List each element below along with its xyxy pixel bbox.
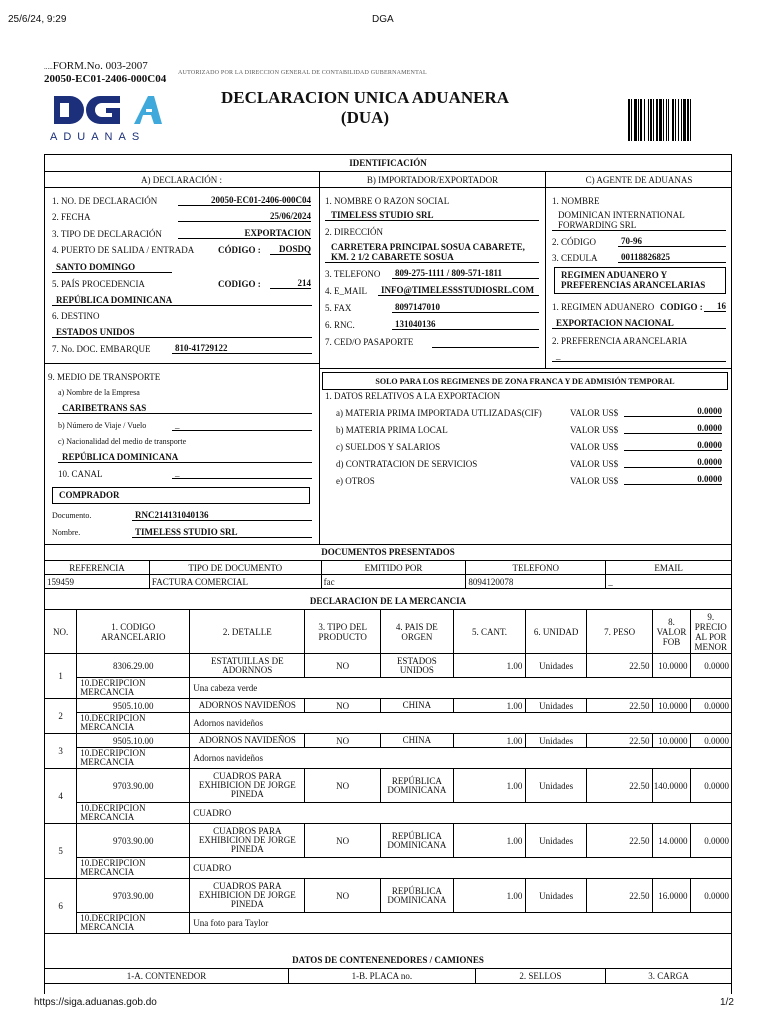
direccion-label: 2. DIRECCIÓN [325,227,383,237]
barcode-bar [672,99,674,141]
col-b-title: B) IMPORTADOR/EXPORTADOR [366,175,499,185]
barcode-bar [668,99,669,141]
mercancia-fob-cell: 14.0000 [653,824,690,858]
mercancia-desc-value: Una foto para Taylor [190,913,732,934]
puerto-codigo-value: DOSDQ [270,244,311,255]
contenedores-header-cell: 1-B. PLACA no. [289,969,476,984]
mercancia-row [45,824,732,858]
direccion-line2: KM. 2 1/2 CABARETE SOSUA [325,252,539,263]
mercancia-pais-cell: ESTADOS UNIDOS [381,654,454,678]
importador-nombre-label: 1. NOMBRE O RAZON SOCIAL [325,196,450,206]
mercancia-desc-value: CUADRO [190,858,732,879]
contenedores-header-cell: 1-A. CONTENEDOR [45,969,289,984]
cedula-pasaporte-value [432,337,539,348]
agente-codigo-value: 70-96 [618,236,726,247]
zf-valor-label: VALOR US$ [570,408,619,418]
mercancia-cant-cell: 1.00 [453,879,526,913]
documentos-header-cell: EMITIDO POR [321,561,466,575]
barcode-bar [650,99,652,141]
agente-cedula-value: 00118826825 [618,252,726,263]
fecha-value: 25/06/2024 [178,211,311,222]
mercancia-peso-cell: 22.50 [586,699,653,713]
documentos-cell: FACTURA COMERCIAL [149,575,321,589]
barcode-bar [687,99,689,141]
fax-label: 5. FAX [325,303,352,313]
barcode-bar [638,99,639,141]
fecha-label: 2. FECHA [52,212,91,222]
zf-item-value: 0.0000 [624,474,722,485]
documentos-header-row [45,561,732,575]
zona-franca-title: SOLO PARA LOS REGIMENES DE ZONA FRANCA Y DE ADMISIÓN TEMPORAL [322,372,728,390]
agente-nombre-line1: DOMINICAN INTERNATIONAL [558,210,685,220]
col-a-title: A) DECLARACIÓN : [141,175,222,185]
puerto-label: 4. PUERTO DE SALIDA / ENTRADA [52,245,195,255]
zf-item-value: 0.0000 [624,457,722,468]
barcode-bar [653,99,654,141]
mercancia-unidad-cell: Unidades [526,824,587,858]
zf-item-label: d) CONTRATACION DE SERVICIOS [336,459,478,469]
regimen-codigo-value: 16 [704,301,726,312]
mercancia-desc-row [45,913,732,934]
identificacion-title: IDENTIFICACIÓN [349,158,427,168]
mercancia-desc-label: 10.DECRIPCION MERCANCIA [77,913,190,934]
mercancia-peso-cell: 22.50 [586,769,653,803]
mercancia-cant-cell: 1.00 [453,824,526,858]
mercancia-item-no: 1 [45,654,77,699]
page-subtitle: (DUA) [340,108,390,127]
documentos-header-cell: REFERENCIA [45,561,150,575]
zf-item-value: 0.0000 [624,406,722,417]
zf-valor-label: VALOR US$ [570,425,619,435]
regimen-title-line1: REGIMEN ADUANERO Y [561,270,668,280]
mercancia-tipo-cell: NO [305,824,381,858]
mercancia-fob-cell: 16.0000 [653,879,690,913]
mercancia-desc-label: 10.DECRIPCION MERCANCIA [77,858,190,879]
viaje-value: _ [172,420,312,431]
barcode-bar [648,99,649,141]
mercancia-fob-cell: 10.0000 [653,699,690,713]
barcode-bar [663,99,664,141]
barcode-bar [678,99,679,141]
mercancia-row [45,734,732,748]
zf-item-label: e) OTROS [336,476,375,486]
authorized-text: AUTORIZADO POR LA DIRECCION GENERAL DE CONTABILIDAD GUBERNAMENTAL [178,70,427,76]
telefono-value: 809-275-1111 / 809-571-1811 [392,268,539,279]
no-decl-label: 1. NO. DE DECLARACIÓN [52,196,158,206]
mercancia-item-no: 6 [45,879,77,934]
tipo-decl-value: EXPORTACION [178,228,311,239]
canal-label: 10. CANAL [58,469,103,479]
barcode-bar [690,99,691,141]
mercancia-detalle-cell: CUADROS PARA EXHIBICION DE JORGE PINEDA [190,769,305,803]
print-datetime: 25/6/24, 9:29 [8,14,67,25]
declaration-code: 20050-EC01-2406-000C04 [44,73,167,85]
contenedores-header-cell: 3. CARGA [606,969,732,984]
mercancia-header-cell: 9. PRECIO AL POR MENOR [690,610,731,654]
mercancia-item-no: 2 [45,699,77,734]
mercancia-peso-cell: 22.50 [586,654,653,678]
barcode-bar [631,99,632,141]
logo-subtitle: ADUANAS [50,131,146,143]
barcode-bar [640,99,642,141]
barcode-bar [634,99,637,141]
barcode-bar [628,99,630,141]
puerto-value: SANTO DOMINGO [52,262,172,273]
documentos-header-cell: TELEFONO [466,561,606,575]
puerto-codigo-label: CÓDIGO : [218,245,261,255]
mercancia-precio-cell: 0.0000 [690,734,731,748]
barcode-bar [681,99,682,141]
zf-item-value: 0.0000 [624,440,722,451]
mercancia-unidad-cell: Unidades [526,654,587,678]
documento-value: RNC214131040136 [132,510,312,521]
page-title: DECLARACION UNICA ADUANERA [220,88,510,107]
mercancia-header-cell: NO. [45,610,77,654]
mercancia-item-no: 5 [45,824,77,879]
cedula-pasaporte-label: 7. CED/O PASAPORTE [325,337,414,347]
documentos-header-cell: TIPO DE DOCUMENTO [149,561,321,575]
comprador-title: COMPRADOR [52,487,310,504]
mercancia-row [45,699,732,713]
print-title: DGA [372,14,394,25]
contenedores-title: DATOS DE CONTENENEDORES / CAMIONES [292,955,484,965]
mercancia-tipo-cell: NO [305,769,381,803]
mercancia-desc-label: 10.DECRIPCION MERCANCIA [77,678,190,699]
mercancia-fob-cell: 10.0000 [653,734,690,748]
contenedores-header-cell: 2. SELLOS [475,969,605,984]
mercancia-unidad-cell: Unidades [526,769,587,803]
mercancia-tipo-cell: NO [305,699,381,713]
mercancia-item-no: 3 [45,734,77,769]
preferencia-label: 2. PREFERENCIA ARANCELARIA [552,336,688,346]
mercancia-tipo-cell: NO [305,879,381,913]
mercancia-header-cell: 1. CODIGO ARANCELARIO [77,610,190,654]
mercancia-precio-cell: 0.0000 [690,654,731,678]
mercancia-desc-label: 10.DECRIPCION MERCANCIA [77,748,190,769]
mercancia-tipo-cell: NO [305,654,381,678]
documentos-cell: 159459 [45,575,150,589]
nombre-comprador-label: Nombre. [52,528,81,537]
barcode-bar [659,99,662,141]
nacionalidad-value: REPÚBLICA DOMINICANA [58,452,312,463]
mercancia-header-cell: 5. CANT. [453,610,526,654]
direccion-line1: CARRETERA PRINCIPAL SOSUA CABARETE, [331,242,525,252]
importador-nombre-value: TIMELESS STUDIO SRL [325,210,539,221]
nacionalidad-label: c) Nacionalidad del medio de transporte [58,437,187,446]
no-decl-value: 20050-EC01-2406-000C04 [178,195,311,206]
mercancia-desc-label: 10.DECRIPCION MERCANCIA [77,713,190,734]
documentos-cell: fac [321,575,466,589]
mercancia-codigo-cell: 8306.29.00 [77,654,190,678]
mercancia-detalle-cell: CUADROS PARA EXHIBICION DE JORGE PINEDA [190,824,305,858]
canal-value: _ [172,468,312,479]
mercancia-detalle-cell: CUADROS PARA EXHIBICION DE JORGE PINEDA [190,879,305,913]
mercancia-precio-cell: 0.0000 [690,769,731,803]
mercancia-header-cell: 2. DETALLE [190,610,305,654]
barcode-bar [675,99,676,141]
mercancia-peso-cell: 22.50 [586,879,653,913]
fax-value: 8097147010 [392,302,539,313]
barcode-bar [644,99,645,141]
barcode-graphic [628,99,724,141]
rnc-value: 131040136 [392,319,539,330]
mercancia-desc-label: 10.DECRIPCION MERCANCIA [77,803,190,824]
mercancia-unidad-cell: Unidades [526,879,587,913]
doc-embarque-value: 810-41729122 [172,343,312,354]
regimen-value: EXPORTACION NACIONAL [552,318,726,329]
mercancia-desc-row [45,713,732,734]
barcode-bar [666,99,667,141]
empresa-label: a) Nombre de la Empresa [58,388,140,397]
mercancia-desc-value: Adornos navideños [190,713,732,734]
dga-logo-mark [50,94,166,126]
documentos-header-cell: EMAIL [606,561,732,575]
tipo-decl-label: 3. TIPO DE DECLARACIÓN [52,229,162,239]
mercancia-codigo-cell: 9505.10.00 [77,734,190,748]
mercancia-desc-row [45,858,732,879]
pais-value: REPÚBLICA DOMINICANA [52,295,312,306]
mercancia-header-cell: 3. TIPO DEL PRODUCTO [305,610,381,654]
mercancia-pais-cell: REPÚBLICA DOMINICANA [381,879,454,913]
barcode-bar [683,99,686,141]
mercancia-row [45,879,732,913]
mercancia-header-cell: 6. UNIDAD [526,610,587,654]
page-number: 1/2 [720,997,734,1008]
mercancia-peso-cell: 22.50 [586,734,653,748]
viaje-label: b) Número de Viaje / Vuelo [58,421,147,430]
mercancia-codigo-cell: 9505.10.00 [77,699,190,713]
agente-nombre-label: 1. NOMBRE [552,196,600,206]
mercancia-unidad-cell: Unidades [526,734,587,748]
mercancia-pais-cell: REPÚBLICA DOMINICANA [381,769,454,803]
destino-value: ESTADOS UNIDOS [52,327,312,338]
mercancia-pais-cell: CHINA [381,699,454,713]
mercancia-precio-cell: 0.0000 [690,879,731,913]
agente-nombre-line2: FORWARDING SRL [552,220,726,231]
barcode [628,99,724,146]
zf-item-label: c) SUELDOS Y SALARIOS [336,442,441,452]
documentos-table [44,560,732,589]
mercancia-desc-value: Adornos navideños [190,748,732,769]
mercancia-item-no: 4 [45,769,77,824]
page-url[interactable]: https://siga.aduanas.gob.do [34,997,157,1008]
datos-exportacion-label: 1. DATOS RELATIVOS A LA EXPORTACION [325,391,501,401]
mercancia-row [45,769,732,803]
zf-item-label: a) MATERIA PRIMA IMPORTADA UTLIZADAS(CIF) [336,408,542,418]
pais-codigo-label: CODIGO : [218,279,261,289]
mercancia-cant-cell: 1.00 [453,699,526,713]
zf-item-label: b) MATERIA PRIMA LOCAL [336,425,448,435]
email-value: INFO@TIMELESSSTUDIOSRL.COM [378,285,539,296]
mercancia-codigo-cell: 9703.90.00 [77,879,190,913]
zf-item-value: 0.0000 [624,423,722,434]
regimen-codigo-label: CODIGO : [660,302,703,312]
mercancia-precio-cell: 0.0000 [690,699,731,713]
mercancia-row [45,654,732,678]
mercancia-desc-row [45,803,732,824]
mercancia-codigo-cell: 9703.90.00 [77,824,190,858]
nombre-comprador-value: TIMELESS STUDIO SRL [132,527,312,538]
col-c-title: C) AGENTE DE ADUANAS [585,175,693,185]
mercancia-header-cell: 8. VALOR FOB [653,610,690,654]
destino-label: 6. DESTINO [52,311,100,321]
pais-label: 5. PAÍS PROCEDENCIA [52,279,145,289]
mercancia-title: DECLARACION DE LA MERCANCIA [309,596,467,606]
documentos-cell: 8094120078 [466,575,606,589]
rnc-label: 6. RNC. [325,320,355,330]
documentos-data-row [45,575,732,589]
regimen-label: 1. REGIMEN ADUANERO [552,302,655,312]
barcode-bar [656,99,658,141]
contenedores-header-row [45,969,732,984]
regimen-title-line2: PREFERENCIAS ARANCELARIAS [561,280,706,290]
mercancia-unidad-cell: Unidades [526,699,587,713]
telefono-label: 3. TELEFONO [325,269,381,279]
form-number: .....FORM.No. 003-2007 [44,60,148,72]
mercancia-cant-cell: 1.00 [453,734,526,748]
mercancia-desc-value: Una cabeza verde [190,678,732,699]
doc-embarque-label: 7. No. DOC. EMBARQUE [52,344,151,354]
documentos-cell: _ [606,575,732,589]
agente-codigo-label: 2. CÓDIGO [552,237,596,247]
pais-codigo-value: 214 [270,278,311,289]
mercancia-tipo-cell: NO [305,734,381,748]
mercancia-desc-row [45,678,732,699]
mercancia-detalle-cell: ESTATUILLAS DE ADORNNOS [190,654,305,678]
mercancia-header-cell: 4. PAIS DE ORGEN [381,610,454,654]
preferencia-value: _ [552,351,726,362]
documentos-title: DOCUMENTOS PRESENTADOS [321,547,455,557]
contenedores-table [44,968,732,984]
documento-label: Documento. [52,511,92,520]
mercancia-peso-cell: 22.50 [586,824,653,858]
mercancia-detalle-cell: ADORNOS NAVIDEÑOS [190,734,305,748]
zf-valor-label: VALOR US$ [570,476,619,486]
mercancia-desc-value: CUADRO [190,803,732,824]
mercancia-pais-cell: REPÚBLICA DOMINICANA [381,824,454,858]
zf-valor-label: VALOR US$ [570,459,619,469]
mercancia-desc-row [45,748,732,769]
mercancia-codigo-cell: 9703.90.00 [77,769,190,803]
email-label: 4. E_MAIL [325,286,367,296]
mercancia-pais-cell: CHINA [381,734,454,748]
mercancia-fob-cell: 10.0000 [653,654,690,678]
mercancia-fob-cell: 140.0000 [653,769,690,803]
zf-valor-label: VALOR US$ [570,442,619,452]
transporte-label: 9. MEDIO DE TRANSPORTE [48,372,161,382]
empresa-value: CARIBETRANS SAS [58,403,312,414]
mercancia-precio-cell: 0.0000 [690,824,731,858]
regimen-title [554,267,726,294]
mercancia-header-row [45,610,732,654]
mercancia-detalle-cell: ADORNOS NAVIDEÑOS [190,699,305,713]
agente-cedula-label: 3. CEDULA [552,253,598,263]
dga-logo [50,94,166,143]
mercancia-cant-cell: 1.00 [453,654,526,678]
mercancia-table [44,609,732,934]
mercancia-cant-cell: 1.00 [453,769,526,803]
mercancia-header-cell: 7. PESO [586,610,653,654]
